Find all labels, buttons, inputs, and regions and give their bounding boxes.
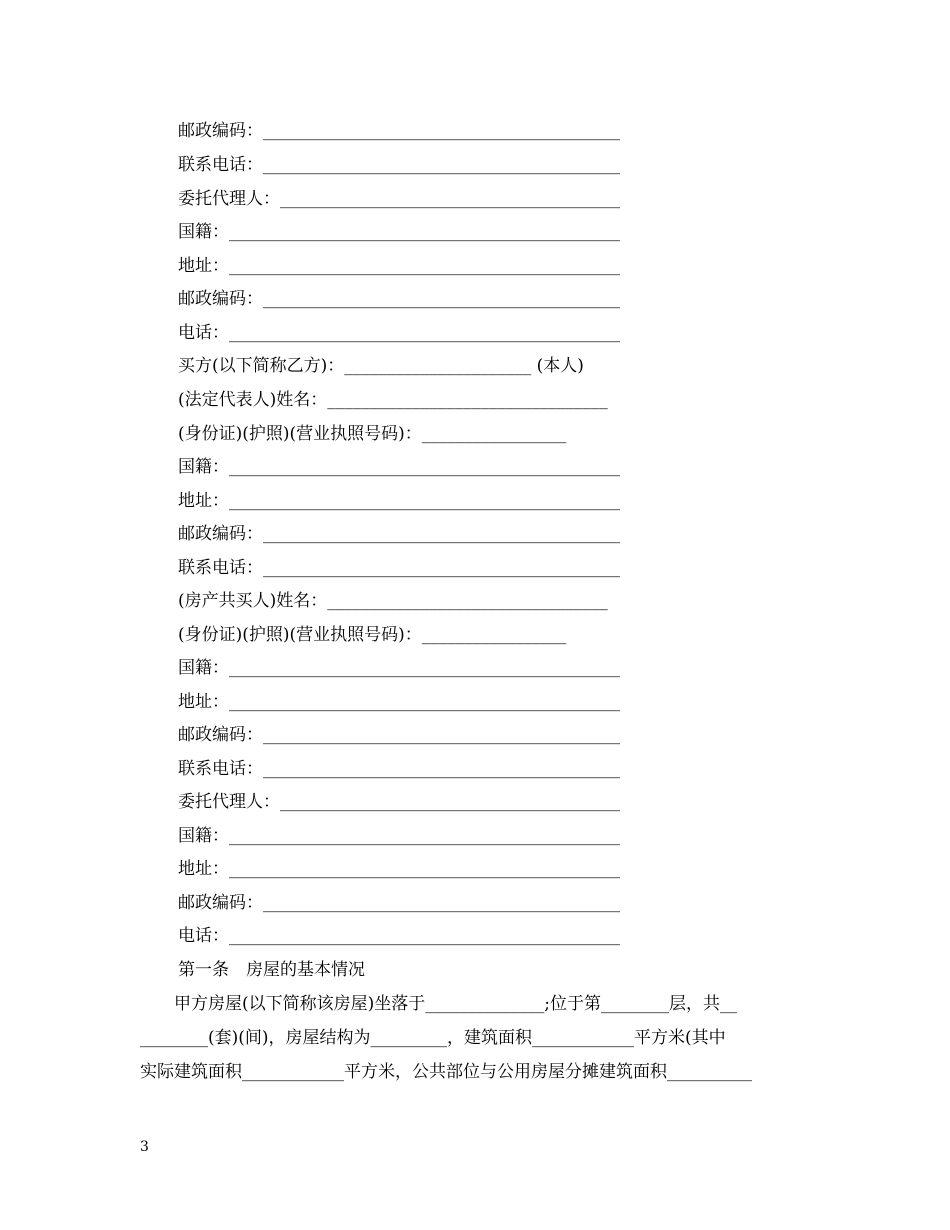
field-line: 委托代理人：________________________________________ <box>178 189 620 209</box>
field-line: 买方(以下简称乙方)：______________________ (本人) <box>178 356 584 376</box>
field-line: 联系电话：__________________________________________ <box>178 155 620 175</box>
field-line: 国籍：______________________________________________ <box>178 658 620 678</box>
field-line: 电话：______________________________________________ <box>178 926 620 946</box>
field-line: 邮政编码：__________________________________________ <box>178 524 620 544</box>
page-number: 3 <box>140 1139 149 1155</box>
field-line: (房产共买人)姓名：_________________________________ <box>178 591 608 611</box>
article-heading: 第一条 房屋的基本情况 <box>178 960 365 980</box>
field-line: (法定代表人)姓名：_________________________________ <box>178 390 608 410</box>
field-line: 邮政编码：__________________________________________ <box>178 725 620 745</box>
article-text-line: 实际建筑面积____________平方米，公共部位与公用房屋分摊建筑面积__________ <box>140 1062 752 1082</box>
field-line: 地址：______________________________________________ <box>178 491 620 511</box>
field-line: 邮政编码：__________________________________________ <box>178 893 620 913</box>
field-line: 地址：______________________________________________ <box>178 256 620 276</box>
field-line: 国籍：______________________________________________ <box>178 457 620 477</box>
field-line: 邮政编码：__________________________________________ <box>178 121 620 141</box>
field-line: 联系电话：__________________________________________ <box>178 759 620 779</box>
field-line: 邮政编码：__________________________________________ <box>178 289 620 309</box>
field-line: 国籍：______________________________________________ <box>178 222 620 242</box>
article-text-line: ________(套)(间)，房屋结构为_________，建筑面积____________平方米(其中 <box>140 1028 726 1048</box>
field-line: (身份证)(护照)(营业执照号码)：_________________ <box>178 424 567 444</box>
field-line: 地址：______________________________________________ <box>178 692 620 712</box>
field-line: 电话：______________________________________________ <box>178 323 620 343</box>
article-text-line: 甲方房屋(以下简称该房屋)坐落于______________;位于第________层，共__ <box>140 994 737 1014</box>
field-line: (身份证)(护照)(营业执照号码)：_________________ <box>178 625 567 645</box>
field-line: 国籍：______________________________________________ <box>178 826 620 846</box>
field-line: 地址：______________________________________________ <box>178 859 620 879</box>
field-line: 委托代理人：________________________________________ <box>178 792 620 812</box>
field-line: 联系电话：__________________________________________ <box>178 558 620 578</box>
